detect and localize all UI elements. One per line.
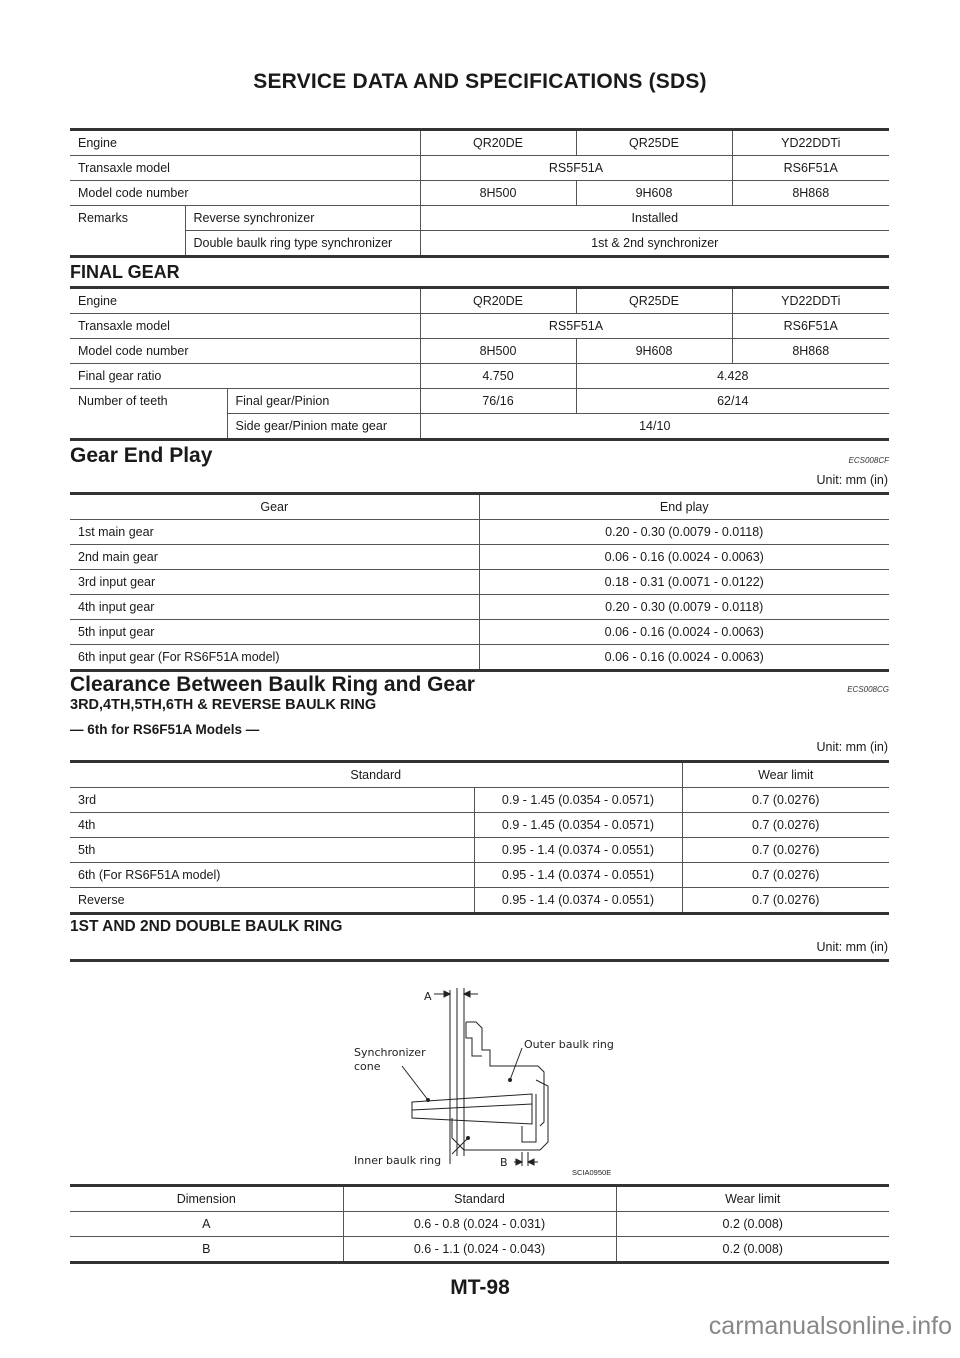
unit-label: Unit: mm (in) [816, 473, 888, 487]
table-row [70, 1212, 889, 1237]
unit-label: Unit: mm (in) [816, 940, 888, 954]
table-row [70, 314, 889, 339]
table-cell: 0.9 - 1.45 (0.0354 - 0.0571) [474, 788, 682, 813]
table-row [70, 206, 889, 231]
table-cell [70, 231, 185, 257]
table-row [70, 788, 889, 813]
column-header: Standard [343, 1186, 616, 1212]
section-code: ECS008CG [847, 685, 889, 694]
outer-ring-label: Outer baulk ring [524, 1038, 614, 1051]
table-cell: 0.2 (0.008) [616, 1212, 889, 1237]
table-row [70, 645, 889, 671]
table-row [70, 1237, 889, 1263]
table-row [70, 888, 889, 914]
table-cell: Model code number [70, 339, 420, 364]
table-cell: 4.750 [420, 364, 576, 389]
double-baulk-heading: 1ST AND 2ND DOUBLE BAULK RING [70, 918, 343, 935]
table-row [70, 414, 889, 440]
gear-end-play-heading: Gear End Play [70, 444, 213, 467]
table-row [70, 570, 889, 595]
transaxle-spec-table [70, 128, 889, 258]
table-cell: 0.20 - 0.30 (0.0079 - 0.0118) [479, 595, 889, 620]
figure-code: SCIA0950E [572, 1168, 612, 1177]
table-cell: 0.7 (0.0276) [682, 788, 889, 813]
table-cell: Reverse synchronizer [185, 206, 420, 231]
column-header: End play [479, 494, 889, 520]
table-cell: RS5F51A [420, 156, 732, 181]
table-cell: 0.95 - 1.4 (0.0374 - 0.0551) [474, 838, 682, 863]
table-cell: Remarks [78, 211, 129, 226]
table-cell: B [70, 1237, 343, 1263]
table-cell: 0.20 - 0.30 (0.0079 - 0.0118) [479, 520, 889, 545]
table-cell: QR25DE [576, 130, 732, 156]
inner-ring-label: Inner baulk ring [354, 1154, 442, 1167]
label-a: A [424, 990, 432, 1003]
table-cell: Model code number [70, 181, 420, 206]
table-cell: QR25DE [576, 288, 732, 314]
table-row [70, 339, 889, 364]
column-header: Wear limit [682, 762, 889, 788]
final-gear-table [70, 286, 889, 441]
column-header: Standard [70, 762, 682, 788]
table-cell: 6th (For RS6F51A model) [70, 863, 474, 888]
table-cell: 0.7 (0.0276) [682, 838, 889, 863]
table-cell: QR20DE [420, 130, 576, 156]
table-cell: 4.428 [576, 364, 889, 389]
table-cell: 2nd main gear [70, 545, 479, 570]
table-cell: 1st main gear [70, 520, 479, 545]
section-code: ECS008CF [848, 456, 889, 465]
table-cell: 5th [70, 838, 474, 863]
table-cell: RS6F51A [732, 314, 889, 339]
table-cell: 76/16 [420, 389, 576, 414]
table-cell: 9H608 [576, 181, 732, 206]
table-row [70, 762, 889, 788]
table-cell: RS5F51A [420, 314, 732, 339]
table-row [70, 520, 889, 545]
clearance-heading: Clearance Between Baulk Ring and Gear [70, 673, 475, 696]
table-cell: 0.95 - 1.4 (0.0374 - 0.0551) [474, 888, 682, 914]
baulk-clearance-table [70, 760, 889, 915]
table-cell: 6th input gear (For RS6F51A model) [70, 645, 479, 671]
sync-cone-label-line2: cone [354, 1060, 381, 1073]
divider [70, 959, 889, 962]
table-row [70, 595, 889, 620]
table-row [70, 288, 889, 314]
table-cell: 5th input gear [70, 620, 479, 645]
column-header: Dimension [70, 1186, 343, 1212]
table-cell: Installed [420, 206, 889, 231]
column-header: Gear [70, 494, 479, 520]
table-row [70, 364, 889, 389]
table-cell [70, 414, 227, 440]
table-row [70, 181, 889, 206]
table-cell: Final gear/Pinion [227, 389, 420, 414]
page-title: SERVICE DATA AND SPECIFICATIONS (SDS) [253, 70, 707, 93]
table-cell: Final gear ratio [70, 364, 420, 389]
table-cell: 0.06 - 0.16 (0.0024 - 0.0063) [479, 645, 889, 671]
double-baulk-table [70, 1184, 889, 1264]
watermark-link[interactable]: carmanualsonline.info [708, 1312, 952, 1340]
table-cell: Number of teeth [78, 394, 168, 409]
gear-end-play-table [70, 492, 889, 672]
baulk-ring-diagram [340, 976, 630, 1184]
table-cell: Transaxle model [70, 314, 420, 339]
table-row [70, 838, 889, 863]
table-cell: Transaxle model [70, 156, 420, 181]
table-cell: Side gear/Pinion mate gear [227, 414, 420, 440]
table-cell: 8H868 [732, 339, 889, 364]
table-cell: A [70, 1212, 343, 1237]
final-gear-heading: FINAL GEAR [70, 262, 180, 282]
table-row [70, 863, 889, 888]
table-cell: Reverse [70, 888, 474, 914]
table-row [70, 494, 889, 520]
table-row [70, 1186, 889, 1212]
engine-label: Engine [70, 130, 420, 156]
column-header: Wear limit [616, 1186, 889, 1212]
table-cell: 0.18 - 0.31 (0.0071 - 0.0122) [479, 570, 889, 595]
table-cell: YD22DDTi [732, 130, 889, 156]
table-cell: 9H608 [576, 339, 732, 364]
table-cell: 0.06 - 0.16 (0.0024 - 0.0063) [479, 545, 889, 570]
table-cell: 0.06 - 0.16 (0.0024 - 0.0063) [479, 620, 889, 645]
table-cell: 4th [70, 813, 474, 838]
table-row [70, 813, 889, 838]
table-cell: 0.6 - 1.1 (0.024 - 0.043) [343, 1237, 616, 1263]
table-cell: 0.7 (0.0276) [682, 863, 889, 888]
baulk-ring-subheading: 3RD,4TH,5TH,6TH & REVERSE BAULK RING [70, 697, 377, 713]
table-cell: 3rd [70, 788, 474, 813]
table-cell: 3rd input gear [70, 570, 479, 595]
table-cell: 0.7 (0.0276) [682, 888, 889, 914]
table-cell: 0.2 (0.008) [616, 1237, 889, 1263]
label-b: B [500, 1156, 508, 1169]
table-cell: 8H500 [420, 339, 576, 364]
unit-label: Unit: mm (in) [816, 740, 888, 754]
table-cell: 0.95 - 1.4 (0.0374 - 0.0551) [474, 863, 682, 888]
table-row [70, 620, 889, 645]
table-row [70, 389, 889, 414]
table-row [70, 545, 889, 570]
sync-cone-label: Synchronizer [354, 1046, 426, 1059]
table-row [70, 156, 889, 181]
table-row [70, 130, 889, 156]
table-cell: QR20DE [420, 288, 576, 314]
table-cell: RS6F51A [732, 156, 889, 181]
table-cell: 62/14 [576, 389, 889, 414]
table-cell: Double baulk ring type synchronizer [185, 231, 420, 257]
table-cell: 14/10 [420, 414, 889, 440]
page-number: MT-98 [450, 1276, 510, 1299]
table-cell: 8H868 [732, 181, 889, 206]
table-cell: 0.6 - 0.8 (0.024 - 0.031) [343, 1212, 616, 1237]
models-note: — 6th for RS6F51A Models — [70, 722, 260, 737]
table-row [70, 231, 889, 257]
table-cell: 8H500 [420, 181, 576, 206]
table-cell: YD22DDTi [732, 288, 889, 314]
table-cell: 4th input gear [70, 595, 479, 620]
table-cell: 1st & 2nd synchronizer [420, 231, 889, 257]
table-cell: Engine [70, 288, 420, 314]
table-cell: 0.9 - 1.45 (0.0354 - 0.0571) [474, 813, 682, 838]
table-cell: 0.7 (0.0276) [682, 813, 889, 838]
